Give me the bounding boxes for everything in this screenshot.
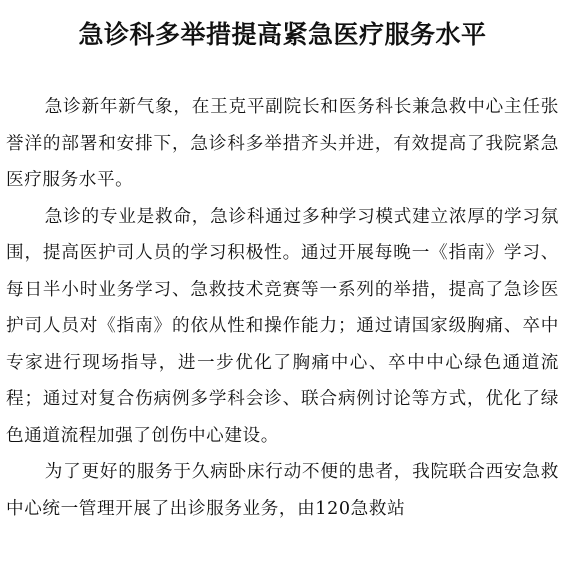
paragraph-learning: 急诊的专业是救命，急诊科通过多种学习模式建立浓厚的学习氛围，提高医护司人员的学习积极性。通过开展每晚一《指南》学习、每日半小时业务学习、急救技术竞赛等一系列的举措，提高了急诊医护司人员对《指南》的依从性和操作能力；通过请国家级胸痛、卒中专家进行现场指导，进一步优化了胸痛中心、卒中中心绿色通道流程；通过对复合伤病例多学科会诊、联合病例讨论等方式，优化了绿色通道流程加强了创伤中心建设。 — [6, 206, 559, 446]
article-title: 急诊科多举措提高紧急医疗服务水平 — [78, 20, 487, 49]
article-body — [6, 89, 559, 527]
paragraph-new-year: 急诊新年新气象，在王克平副院长和医务科长兼急救中心主任张誉洋的部署和安排下，急诊科多举措齐头并进，有效提高了我院紧急医疗服务水平。 — [6, 97, 559, 190]
paragraph-outcall-service: 为了更好的服务于久病卧床行动不便的患者，我院联合西安急救中心统一管理开展了出诊服务业务，由120急救站 — [6, 462, 559, 519]
